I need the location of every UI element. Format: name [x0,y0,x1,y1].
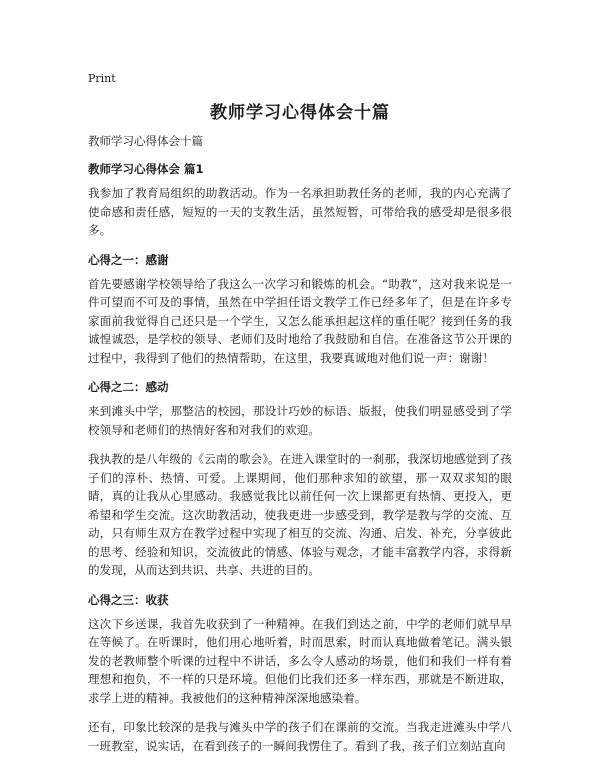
section-heading: 教师学习心得体会 篇1 [88,162,204,176]
page-title: 教师学习心得体会十篇 [210,103,390,123]
paragraph-thanks: 首先要感谢学校领导给了我这么一次学习和锻炼的机会。“助教”，这对我来说是一件可望而不可及的事情，虽然在中学担任语文教学工作已经多年了，但是在许多专家面前我觉得自己还只是一个学生，又怎么能承担起这样的重任呢？接到任务的我诚惶诚恐，是学校的领导、老师们及时地给了我鼓励和自信。在准备这节公开课的过程中，我得到了他们的热情帮助，在这里，我要真诚地对他们说一声：谢谢！ [88,276,512,365]
document-subtitle: 教师学习心得体会十篇 [88,134,203,148]
intro-paragraph: 我参加了教育局组织的助教活动。作为一名承担助教任务的老师，我的内心充满了使命感和责任感，短短的一天的支教生活，虽然短暂，可带给我的感受却是很多很多。 [88,186,512,237]
heading-moved: 心得之二：感动 [88,380,169,394]
paragraph-teaching: 我执教的是八年级的《云南的歌会》。在进入课堂时的一刹那，我深切地感觉到了孩子们的淳朴、热情、可爱。上课期间，他们那种求知的欲望，那一双双求知的眼睛，真的让我从心里感动。我感觉我比以前任何一次上课都更有热情、更投入，更希望和学生交流。这次助教活动，使我更进一步感受到，教学是教与学的交流、互动，只有师生双方在教学过程中实现了相互的交流、沟通、启发、补充，分享彼此的思考、经验和知识，交流彼此的情感、体验与观念，才能丰富教学内容，求得新的发现，从而达到共识、共享、共进的目的。 [88,452,512,577]
heading-thanks: 心得之一：感谢 [88,252,169,267]
document-body [88,132,512,766]
print-label[interactable]: Print [88,72,116,85]
paragraph-campus: 来到滩头中学，那整洁的校园，那设计巧妙的标语、版报，使我们明显感受到了学校领导和老师们的热情好客和对我们的欢迎。 [88,404,512,437]
paragraph-spirit: 这次下乡送课，我首先收获到了一种精神。在我们到达之前，中学的老师们就早早在等候了。在听课时，他们用心地听着，时而思索，时而认真地做着笔记。满头银发的老教师整个听课的过程中不讲话，多么令人感动的场景，他们和我们一样有着理想和抱负，不一样的只是环境。但他们比我们还多一样东西，那就是不断进取，求学上进的精神。我被他们的这种精神深深地感染着。 [88,616,512,705]
paragraph-exchange: 还有，印象比较深的是我与滩头中学的孩子们在课前的交流。当我走进滩头中学八一班教室，说实话，在看到孩子的一瞬间我愣住了。看到了我，孩子们立刻站直向 [88,720,512,753]
heading-gains: 心得之三：收获 [88,592,169,607]
